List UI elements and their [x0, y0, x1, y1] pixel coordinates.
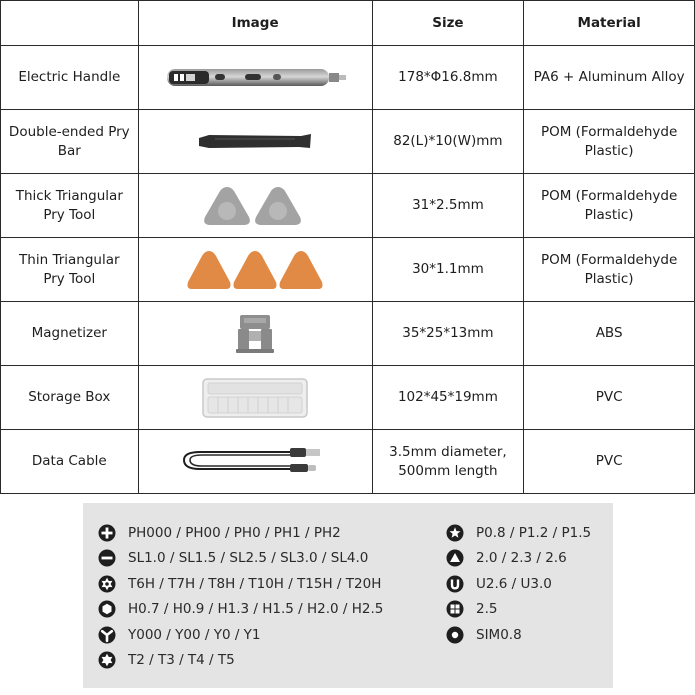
- bit-item: [445, 622, 591, 648]
- row-size: 178*Φ16.8mm: [372, 46, 524, 110]
- table-row: [1, 238, 695, 302]
- row-material: PVC: [524, 366, 695, 430]
- row-material: PVC: [524, 430, 695, 494]
- row-name: Magnetizer: [1, 302, 139, 366]
- row-size: 30*1.1mm: [372, 238, 524, 302]
- cross-square-icon: [445, 599, 465, 619]
- bit-column-left: [97, 520, 383, 673]
- pentalobe-icon: [445, 523, 465, 543]
- hex-icon: [97, 599, 117, 619]
- torx-security-icon: [97, 574, 117, 594]
- triangle-icon: [445, 548, 465, 568]
- bit-item: [97, 546, 383, 572]
- bit-text: P0.8 / P1.2 / P1.5: [476, 524, 592, 541]
- bit-text: U2.6 / U3.0: [476, 575, 552, 592]
- row-size: 82(L)*10(W)mm: [372, 110, 524, 174]
- table-row: [1, 174, 695, 238]
- gray-triangular-picks-photo: [200, 184, 310, 228]
- slotted-icon: [97, 548, 117, 568]
- orange-triangular-picks-photo: [185, 248, 325, 292]
- bit-item: [97, 597, 383, 623]
- bit-item: [445, 520, 591, 546]
- row-name: Double-ended Pry Bar: [1, 110, 139, 174]
- bit-list-panel: [83, 503, 613, 688]
- bit-item: [97, 622, 383, 648]
- row-name: Data Cable: [1, 430, 139, 494]
- table-row: [1, 110, 695, 174]
- bit-item: [97, 648, 383, 674]
- storage-box-photo: [200, 375, 310, 421]
- bit-text: T2 / T3 / T4 / T5: [128, 652, 235, 669]
- row-size: 35*25*13mm: [372, 302, 524, 366]
- bit-item: [445, 571, 591, 597]
- bit-text: SL1.0 / SL1.5 / SL2.5 / SL3.0 / SL4.0: [128, 550, 369, 567]
- torx-icon: [97, 650, 117, 670]
- table-row: [1, 430, 695, 494]
- row-name: Thin Triangular Pry Tool: [1, 238, 139, 302]
- bit-item: [445, 546, 591, 572]
- header-image: Image: [138, 1, 372, 46]
- bit-column-right: [445, 520, 591, 648]
- bit-item: [97, 571, 383, 597]
- electric-screwdriver-handle-photo: [155, 63, 355, 93]
- bit-text: SIM0.8: [476, 626, 522, 643]
- table-header-row: [1, 1, 695, 46]
- bit-text: 2.5: [476, 601, 498, 618]
- table-row: [1, 302, 695, 366]
- bit-text: PH000 / PH00 / PH0 / PH1 / PH2: [128, 524, 341, 541]
- sim-pin-icon: [445, 625, 465, 645]
- bit-text: 2.0 / 2.3 / 2.6: [476, 550, 567, 567]
- header-name: [1, 1, 139, 46]
- table-row: [1, 366, 695, 430]
- bit-text: Y000 / Y00 / Y0 / Y1: [128, 626, 261, 643]
- bit-item: [97, 520, 383, 546]
- row-name: Thick Triangular Pry Tool: [1, 174, 139, 238]
- table-row: [1, 46, 695, 110]
- row-name: Storage Box: [1, 366, 139, 430]
- phillips-icon: [97, 523, 117, 543]
- pry-bar-photo: [195, 130, 315, 154]
- bit-item: [445, 597, 591, 623]
- header-material: Material: [524, 1, 695, 46]
- row-material: POM (Formaldehyde Plastic): [524, 238, 695, 302]
- tri-wing-icon: [97, 625, 117, 645]
- row-material: POM (Formaldehyde Plastic): [524, 110, 695, 174]
- row-name: Electric Handle: [1, 46, 139, 110]
- row-material: POM (Formaldehyde Plastic): [524, 174, 695, 238]
- row-size: 3.5mm diameter, 500mm length: [372, 430, 524, 494]
- bit-text: H0.7 / H0.9 / H1.3 / H1.5 / H2.0 / H2.5: [128, 601, 384, 618]
- header-size: Size: [372, 1, 524, 46]
- row-size: 102*45*19mm: [372, 366, 524, 430]
- row-size: 31*2.5mm: [372, 174, 524, 238]
- row-material: PA6 + Aluminum Alloy: [524, 46, 695, 110]
- u-shape-icon: [445, 574, 465, 594]
- magnetizer-photo: [233, 312, 277, 356]
- usb-cable-photo: [180, 442, 330, 482]
- row-material: ABS: [524, 302, 695, 366]
- bit-text: T6H / T7H / T8H / T10H / T15H / T20H: [128, 575, 382, 592]
